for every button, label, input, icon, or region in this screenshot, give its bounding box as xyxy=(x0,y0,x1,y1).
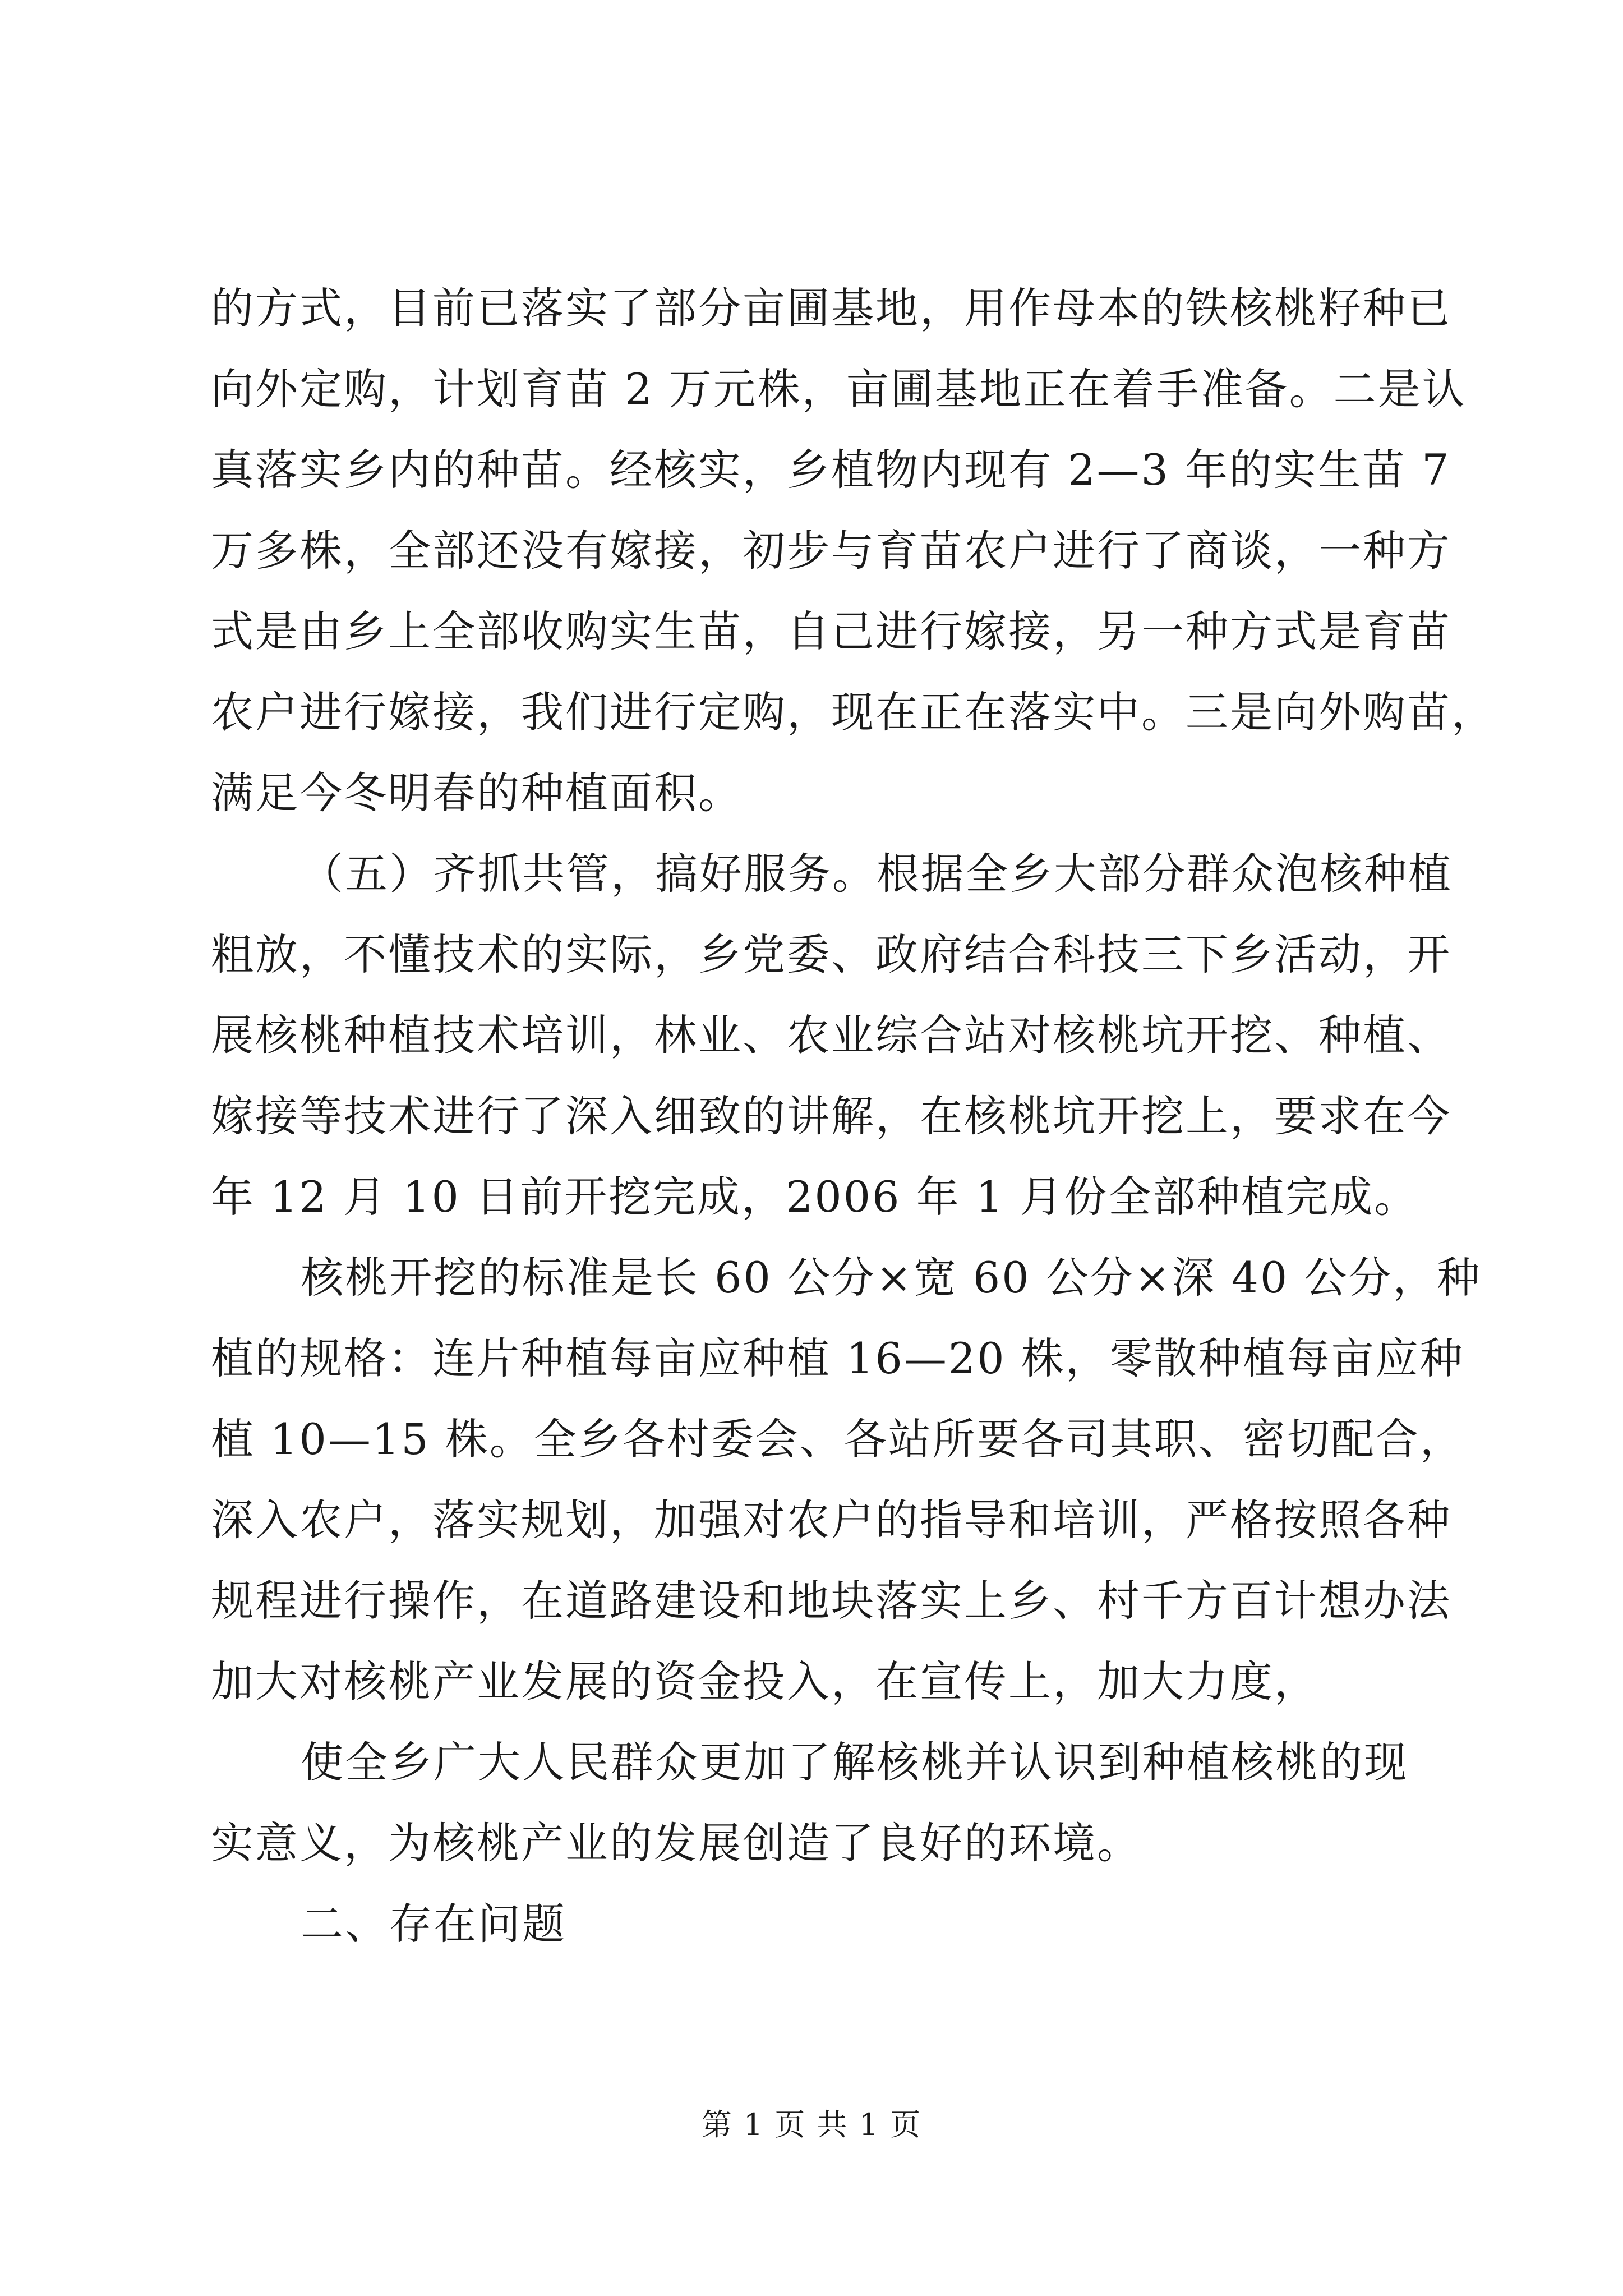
paragraph-line-20: 实意义，为核桃产业的发展创造了良好的环境。 xyxy=(211,1818,1141,1868)
paragraph-line-4: 万多株，全部还没有嫁接，初步与育苗农户进行了商谈，一种方 xyxy=(211,526,1451,576)
paragraph-line-17: 规程进行操作，在道路建设和地块落实上乡、村千方百计想办法 xyxy=(211,1576,1451,1626)
paragraph-line-3: 真落实乡内的种苗。经核实，乡植物内现有 2—3 年的实生苗 7 xyxy=(211,445,1451,495)
paragraph-line-18: 加大对核桃产业发展的资金投入，在宣传上，加大力度， xyxy=(211,1657,1318,1706)
paragraph-line-8: （五）齐抓共管，搞好服务。根据全乡大部分群众泡核种植 xyxy=(301,849,1453,899)
paragraph-line-16: 深入农户，落实规划，加强对农户的指导和培训，严格按照各种 xyxy=(211,1495,1451,1545)
paragraph-line-13: 核桃开挖的标准是长 60 公分×宽 60 公分×深 40 公分，种 xyxy=(301,1253,1482,1303)
paragraph-line-2: 向外定购，计划育苗 2 万元株，亩圃基地正在着手准备。二是认 xyxy=(211,364,1467,414)
paragraph-line-12: 年 12 月 10 日前开挖完成，2006 年 1 月份全部种植完成。 xyxy=(211,1172,1419,1222)
paragraph-line-5: 式是由乡上全部收购实生苗，自己进行嫁接，另一种方式是育苗 xyxy=(211,606,1451,656)
page-footer: 第 1 页 共 1 页 xyxy=(701,2107,922,2142)
paragraph-line-15: 植 10—15 株。全乡各村委会、各站所要各司其职、密切配合， xyxy=(211,1414,1464,1464)
section-heading: 二、存在问题 xyxy=(301,1899,566,1949)
document-body xyxy=(211,268,1496,1964)
paragraph-line-7: 满足今冬明春的种植面积。 xyxy=(211,768,743,818)
paragraph-line-11: 嫁接等技术进行了深入细致的讲解，在核桃坑开挖上，要求在今 xyxy=(211,1091,1451,1141)
paragraph-line-10: 展核桃种植技术培训，林业、农业综合站对核桃坑开挖、种植、 xyxy=(211,1010,1451,1060)
paragraph-line-6: 农户进行嫁接，我们进行定购，现在正在落实中。三是向外购苗， xyxy=(211,687,1496,737)
paragraph-line-1: 的方式，目前已落实了部分亩圃基地，用作母本的铁核桃籽种已 xyxy=(211,283,1451,333)
paragraph-line-19: 使全乡广大人民群众更加了解核桃并认识到种植核桃的现 xyxy=(301,1737,1408,1787)
paragraph-line-9: 粗放，不懂技术的实际，乡党委、政府结合科技三下乡活动，开 xyxy=(211,930,1451,979)
paragraph-line-14: 植的规格：连片种植每亩应种植 16—20 株，零散种植每亩应种 xyxy=(211,1333,1464,1383)
